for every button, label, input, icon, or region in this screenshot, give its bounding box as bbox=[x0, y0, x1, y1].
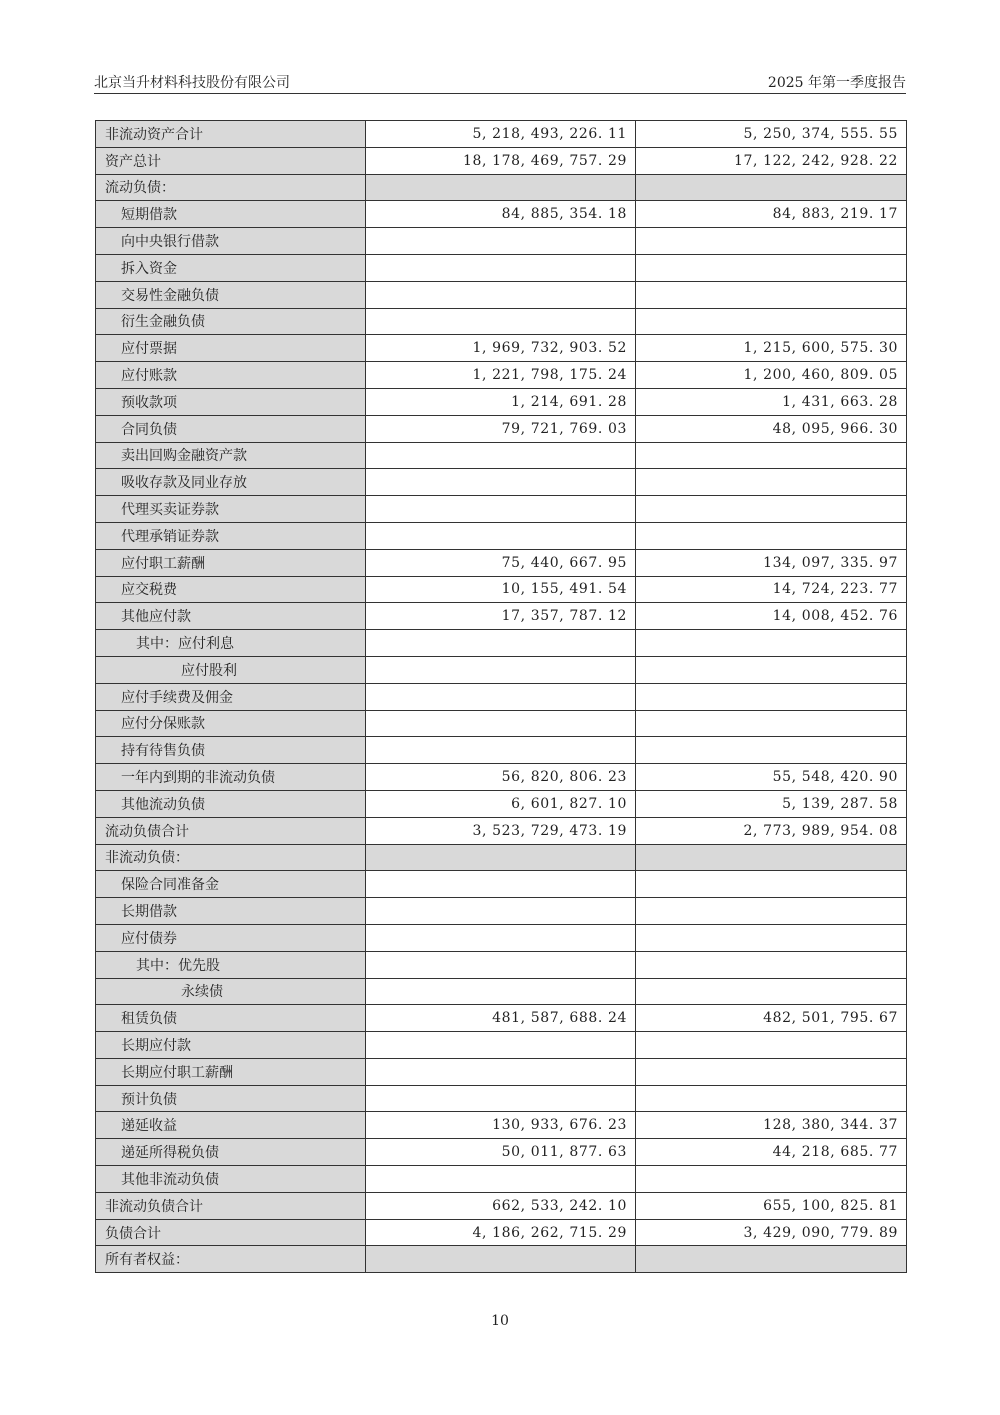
table-row bbox=[96, 308, 907, 335]
current-period-value: 662, 533, 242. 10 bbox=[366, 1192, 636, 1219]
table-row bbox=[96, 522, 907, 549]
balance-sheet-body bbox=[96, 121, 907, 1273]
current-period-value: 56, 820, 806. 23 bbox=[366, 764, 636, 791]
table-row bbox=[96, 1192, 907, 1219]
row-label: 流动负债： bbox=[96, 174, 366, 201]
previous-period-value bbox=[636, 683, 907, 710]
previous-period-value bbox=[636, 710, 907, 737]
row-label: 应付手续费及佣金 bbox=[96, 683, 366, 710]
previous-period-value bbox=[636, 630, 907, 657]
row-label: 其他应付款 bbox=[96, 603, 366, 630]
table-row bbox=[96, 1112, 907, 1139]
current-period-value bbox=[366, 174, 636, 201]
row-label: 流动负债合计 bbox=[96, 817, 366, 844]
table-row bbox=[96, 281, 907, 308]
current-period-value: 75, 440, 667. 95 bbox=[366, 549, 636, 576]
table-row bbox=[96, 442, 907, 469]
previous-period-value bbox=[636, 1032, 907, 1059]
current-period-value: 6, 601, 827. 10 bbox=[366, 790, 636, 817]
table-row bbox=[96, 790, 907, 817]
page-header bbox=[94, 71, 906, 94]
previous-period-value bbox=[636, 1166, 907, 1193]
row-label: 应付债券 bbox=[96, 924, 366, 951]
current-period-value: 130, 933, 676. 23 bbox=[366, 1112, 636, 1139]
previous-period-value bbox=[636, 442, 907, 469]
row-label: 拆入资金 bbox=[96, 254, 366, 281]
previous-period-value bbox=[636, 924, 907, 951]
current-period-value: 1, 221, 798, 175. 24 bbox=[366, 362, 636, 389]
table-row bbox=[96, 362, 907, 389]
row-label: 永续债 bbox=[96, 978, 366, 1005]
current-period-value bbox=[366, 683, 636, 710]
table-row bbox=[96, 710, 907, 737]
section-header-row bbox=[96, 174, 907, 201]
current-period-value: 50, 011, 877. 63 bbox=[366, 1139, 636, 1166]
current-period-value bbox=[366, 228, 636, 255]
table-row bbox=[96, 898, 907, 925]
table-row bbox=[96, 147, 907, 174]
report-title: 2025 年第一季度报告 bbox=[767, 75, 906, 91]
row-label: 应付票据 bbox=[96, 335, 366, 362]
current-period-value: 3, 523, 729, 473. 19 bbox=[366, 817, 636, 844]
current-period-value bbox=[366, 978, 636, 1005]
table-row bbox=[96, 228, 907, 255]
current-period-value bbox=[366, 1058, 636, 1085]
row-label: 应交税费 bbox=[96, 576, 366, 603]
previous-period-value bbox=[636, 281, 907, 308]
table-row bbox=[96, 951, 907, 978]
current-period-value: 18, 178, 469, 757. 29 bbox=[366, 147, 636, 174]
row-label: 短期借款 bbox=[96, 201, 366, 228]
row-label: 递延所得税负债 bbox=[96, 1139, 366, 1166]
previous-period-value bbox=[636, 737, 907, 764]
table-row bbox=[96, 576, 907, 603]
row-label: 其中：应付利息 bbox=[96, 630, 366, 657]
previous-period-value bbox=[636, 308, 907, 335]
row-label: 递延收益 bbox=[96, 1112, 366, 1139]
balance-sheet-table bbox=[95, 120, 907, 1273]
previous-period-value: 482, 501, 795. 67 bbox=[636, 1005, 907, 1032]
current-period-value: 84, 885, 354. 18 bbox=[366, 201, 636, 228]
section-header-row bbox=[96, 844, 907, 871]
row-label: 代理承销证券款 bbox=[96, 522, 366, 549]
page-number: 10 bbox=[491, 1313, 509, 1329]
current-period-value bbox=[366, 281, 636, 308]
current-period-value bbox=[366, 496, 636, 523]
current-period-value bbox=[366, 308, 636, 335]
table-row bbox=[96, 978, 907, 1005]
previous-period-value: 1, 215, 600, 575. 30 bbox=[636, 335, 907, 362]
current-period-value: 79, 721, 769. 03 bbox=[366, 415, 636, 442]
current-period-value bbox=[366, 710, 636, 737]
previous-period-value: 17, 122, 242, 928. 22 bbox=[636, 147, 907, 174]
row-label: 代理买卖证券款 bbox=[96, 496, 366, 523]
row-label: 非流动负债： bbox=[96, 844, 366, 871]
table-row bbox=[96, 924, 907, 951]
row-label: 预收款项 bbox=[96, 388, 366, 415]
previous-period-value bbox=[636, 1058, 907, 1085]
row-label: 合同负债 bbox=[96, 415, 366, 442]
table-row bbox=[96, 1032, 907, 1059]
previous-period-value: 14, 724, 223. 77 bbox=[636, 576, 907, 603]
current-period-value: 4, 186, 262, 715. 29 bbox=[366, 1219, 636, 1246]
row-label: 其中：优先股 bbox=[96, 951, 366, 978]
table-row bbox=[96, 1219, 907, 1246]
current-period-value: 481, 587, 688. 24 bbox=[366, 1005, 636, 1032]
row-label: 其他非流动负债 bbox=[96, 1166, 366, 1193]
row-label: 长期应付职工薪酬 bbox=[96, 1058, 366, 1085]
table-row bbox=[96, 630, 907, 657]
previous-period-value: 14, 008, 452. 76 bbox=[636, 603, 907, 630]
previous-period-value: 3, 429, 090, 779. 89 bbox=[636, 1219, 907, 1246]
row-label: 交易性金融负债 bbox=[96, 281, 366, 308]
row-label: 租赁负债 bbox=[96, 1005, 366, 1032]
previous-period-value bbox=[636, 1085, 907, 1112]
previous-period-value: 128, 380, 344. 37 bbox=[636, 1112, 907, 1139]
table-row bbox=[96, 1085, 907, 1112]
table-row bbox=[96, 1139, 907, 1166]
previous-period-value: 55, 548, 420. 90 bbox=[636, 764, 907, 791]
previous-period-value bbox=[636, 522, 907, 549]
current-period-value bbox=[366, 1166, 636, 1193]
current-period-value bbox=[366, 656, 636, 683]
previous-period-value: 84, 883, 219. 17 bbox=[636, 201, 907, 228]
row-label: 吸收存款及同业存放 bbox=[96, 469, 366, 496]
row-label: 一年内到期的非流动负债 bbox=[96, 764, 366, 791]
previous-period-value: 5, 139, 287. 58 bbox=[636, 790, 907, 817]
previous-period-value: 2, 773, 989, 954. 08 bbox=[636, 817, 907, 844]
row-label: 应付职工薪酬 bbox=[96, 549, 366, 576]
previous-period-value bbox=[636, 228, 907, 255]
current-period-value bbox=[366, 442, 636, 469]
row-label: 持有待售负债 bbox=[96, 737, 366, 764]
previous-period-value: 5, 250, 374, 555. 55 bbox=[636, 121, 907, 148]
current-period-value bbox=[366, 1246, 636, 1273]
row-label: 资产总计 bbox=[96, 147, 366, 174]
current-period-value: 10, 155, 491. 54 bbox=[366, 576, 636, 603]
table-row bbox=[96, 496, 907, 523]
row-label: 应付账款 bbox=[96, 362, 366, 389]
table-row bbox=[96, 603, 907, 630]
current-period-value bbox=[366, 1032, 636, 1059]
row-label: 其他流动负债 bbox=[96, 790, 366, 817]
previous-period-value: 655, 100, 825. 81 bbox=[636, 1192, 907, 1219]
previous-period-value bbox=[636, 1246, 907, 1273]
row-label: 长期借款 bbox=[96, 898, 366, 925]
table-row bbox=[96, 656, 907, 683]
table-row bbox=[96, 1005, 907, 1032]
current-period-value: 17, 357, 787. 12 bbox=[366, 603, 636, 630]
table-row bbox=[96, 549, 907, 576]
previous-period-value bbox=[636, 898, 907, 925]
row-label: 应付分保账款 bbox=[96, 710, 366, 737]
current-period-value bbox=[366, 737, 636, 764]
row-label: 非流动负债合计 bbox=[96, 1192, 366, 1219]
table-row bbox=[96, 871, 907, 898]
table-row bbox=[96, 335, 907, 362]
current-period-value bbox=[366, 469, 636, 496]
previous-period-value bbox=[636, 871, 907, 898]
previous-period-value bbox=[636, 254, 907, 281]
row-label: 所有者权益： bbox=[96, 1246, 366, 1273]
previous-period-value bbox=[636, 951, 907, 978]
table-row bbox=[96, 683, 907, 710]
previous-period-value: 1, 200, 460, 809. 05 bbox=[636, 362, 907, 389]
current-period-value bbox=[366, 898, 636, 925]
current-period-value bbox=[366, 924, 636, 951]
row-label: 非流动资产合计 bbox=[96, 121, 366, 148]
current-period-value: 1, 969, 732, 903. 52 bbox=[366, 335, 636, 362]
current-period-value bbox=[366, 844, 636, 871]
current-period-value bbox=[366, 951, 636, 978]
table-row bbox=[96, 469, 907, 496]
previous-period-value: 48, 095, 966. 30 bbox=[636, 415, 907, 442]
current-period-value bbox=[366, 254, 636, 281]
previous-period-value bbox=[636, 174, 907, 201]
table-row bbox=[96, 121, 907, 148]
table-row bbox=[96, 737, 907, 764]
previous-period-value: 1, 431, 663. 28 bbox=[636, 388, 907, 415]
previous-period-value bbox=[636, 496, 907, 523]
previous-period-value: 44, 218, 685. 77 bbox=[636, 1139, 907, 1166]
current-period-value bbox=[366, 522, 636, 549]
current-period-value bbox=[366, 630, 636, 657]
table-row bbox=[96, 201, 907, 228]
table-row bbox=[96, 388, 907, 415]
previous-period-value: 134, 097, 335. 97 bbox=[636, 549, 907, 576]
table-row bbox=[96, 1166, 907, 1193]
previous-period-value bbox=[636, 469, 907, 496]
row-label: 卖出回购金融资产款 bbox=[96, 442, 366, 469]
row-label: 应付股利 bbox=[96, 656, 366, 683]
row-label: 负债合计 bbox=[96, 1219, 366, 1246]
row-label: 预计负债 bbox=[96, 1085, 366, 1112]
current-period-value bbox=[366, 871, 636, 898]
previous-period-value bbox=[636, 656, 907, 683]
table-row bbox=[96, 817, 907, 844]
previous-period-value bbox=[636, 844, 907, 871]
table-row bbox=[96, 764, 907, 791]
table-row bbox=[96, 254, 907, 281]
table-row bbox=[96, 415, 907, 442]
current-period-value: 5, 218, 493, 226. 11 bbox=[366, 121, 636, 148]
row-label: 向中央银行借款 bbox=[96, 228, 366, 255]
row-label: 保险合同准备金 bbox=[96, 871, 366, 898]
current-period-value: 1, 214, 691. 28 bbox=[366, 388, 636, 415]
section-header-row bbox=[96, 1246, 907, 1273]
company-name: 北京当升材料科技股份有限公司 bbox=[94, 75, 290, 91]
current-period-value bbox=[366, 1085, 636, 1112]
row-label: 长期应付款 bbox=[96, 1032, 366, 1059]
previous-period-value bbox=[636, 978, 907, 1005]
row-label: 衍生金融负债 bbox=[96, 308, 366, 335]
table-row bbox=[96, 1058, 907, 1085]
